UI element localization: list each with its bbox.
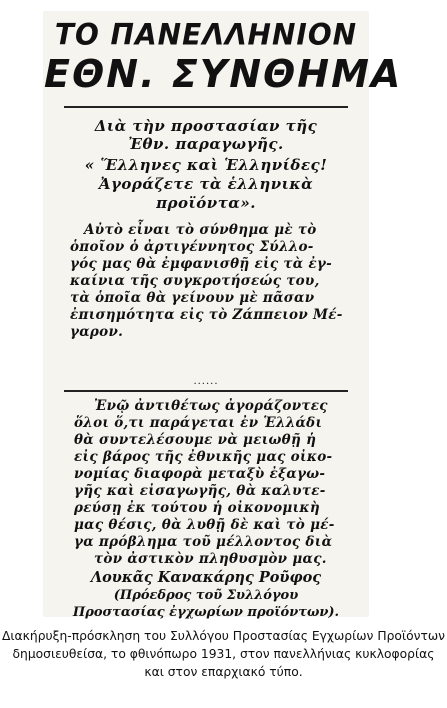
paragraph-2-line: εἰς βάρος τῆς ἐθνικῆς μας οἰκο- [74,449,333,465]
separator-dots: ...... [193,376,219,387]
image-caption [0,627,447,681]
paragraph-2-line: νομίας διαφορὰ μεταξὺ ἐξαγω- [74,466,326,482]
paragraph-2-line: ὅλοι ὅ,τι παράγεται ἐν Ἑλλάδι [74,415,323,431]
paragraph-1-line: ἐπισημότητα εἰς τὸ Ζάππειον Μέ- [70,307,343,323]
subhead-line: Ἀγοράζετε τὰ ἑλληνικὰ [98,175,314,193]
subhead-line: Ἐθν. παραγωγῆς. [128,135,284,153]
subhead-line: Διὰ τὴν προστασίαν τῆς [94,117,318,135]
paragraph-2-line: Ἐνῷ ἀντιθέτως ἀγοράζοντες [94,398,328,414]
subhead-line: « Ἕλληνες καὶ Ἑλληνίδες! [84,156,328,174]
top-rule [64,106,348,108]
paragraph-2-line: ρεύσῃ ἐκ τούτου ἡ οἰκονομικὴ [74,500,320,516]
paragraph-2-line: γα πρόβλημα τοῦ μέλλοντος διὰ [74,534,333,550]
subhead-line: προϊόντα». [156,194,256,212]
paragraph-1-line: Αὐτὸ εἶναι τὸ σύνθημα μὲ τὸ [84,222,317,238]
caption-line: δημοσιευθείσα, το φθινόπωρο 1931, στον πανελλήνιας κυκλοφορίας [12,647,435,661]
paragraph-2-line: μας θέσις, θὰ λυθῇ δὲ καὶ τὸ μέ- [74,517,335,533]
author-role: Προστασίας ἐγχωρίων προϊόντων). [72,605,340,620]
paragraph-2-line: θὰ συντελέσουμε νὰ μειωθῇ ἡ [74,432,317,448]
paragraph-2-line: τὸν ἀστικὸν πληθυσμὸν μας. [94,551,327,567]
paragraph-1-line: γός μας θὰ ἐμφανισθῇ εἰς τὰ ἐγ- [70,256,333,272]
headline-line-1: ΤΟ ΠΑΝΕΛΛΗΝΙΟΝ [54,17,358,52]
paragraph-1-line: ὁποῖον ὁ ἀρτιγέννητος Σύλλο- [70,239,314,255]
paragraph-1-line: τὰ ὁποῖα θὰ γείνουν μὲ πᾶσαν [70,290,315,306]
paragraph-1-line: καίνια τῆς συγκροτήσεώς του, [70,273,320,289]
newspaper-clipping [44,12,403,620]
middle-rule [64,390,348,392]
caption-line: Διακήρυξη-πρόσκληση του Συλλόγου Προστασίας Εγχωρίων Προϊόντων [1,629,446,643]
caption-line: και στον επαρχιακό τύπο. [144,665,303,679]
author-name: Λουκᾶς Κανακάρης Ροῦφος [90,569,322,586]
author-role: (Πρόεδρος τοῦ Συλλόγου [113,588,299,603]
headline-line-2: ΕΘΝ. ΣΥΝΘΗΜΑ [44,52,403,96]
paragraph-1-line: γαρον. [70,324,124,340]
paragraph-2-line: γῆς καὶ εἰσαγωγῆς, θὰ καλυτε- [74,483,326,499]
